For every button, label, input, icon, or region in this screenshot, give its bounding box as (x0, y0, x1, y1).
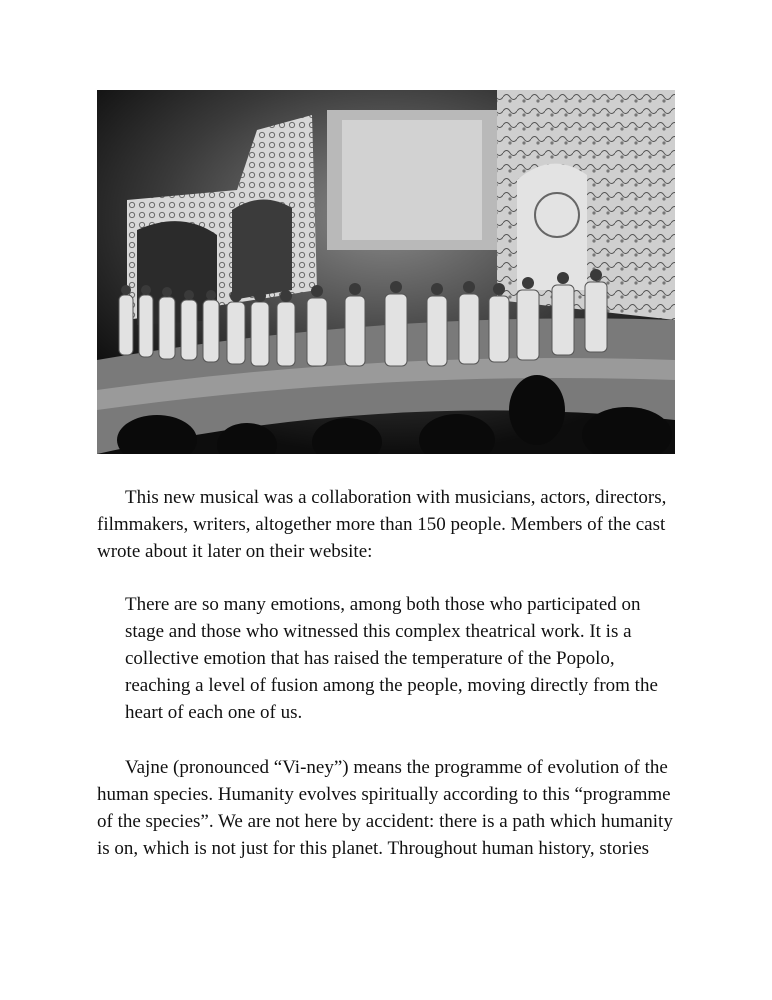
quote-text: There are so many emotions, among both those who participated on stage and those who witnessed this complex theatrical work. It is a collective emotion that has raised the temperature of the Popolo, reaching a level of fusion among the people, moving directly from the heart of each one of us. (125, 594, 658, 723)
stage-photo (97, 90, 675, 454)
paragraph-text: Vajne (pronounced “Vi-ney”) means the programme of evolution of the human species. Humanity evolves spiritually according to this “programme of the species”. We are not here by accident: there is a path which humanity is on, which is not just for this planet. Throughout human history, stories (97, 757, 673, 859)
stage-photo-illustration (97, 90, 675, 454)
paragraph-text: This new musical was a collaboration with musicians, actors, directors, filmmakers, writers, altogether more than 150 people. Members of the cast wrote about it later on their website: (97, 487, 667, 562)
body-paragraph-1 (97, 484, 677, 565)
block-quote (125, 591, 665, 726)
body-paragraph-2 (97, 754, 677, 862)
